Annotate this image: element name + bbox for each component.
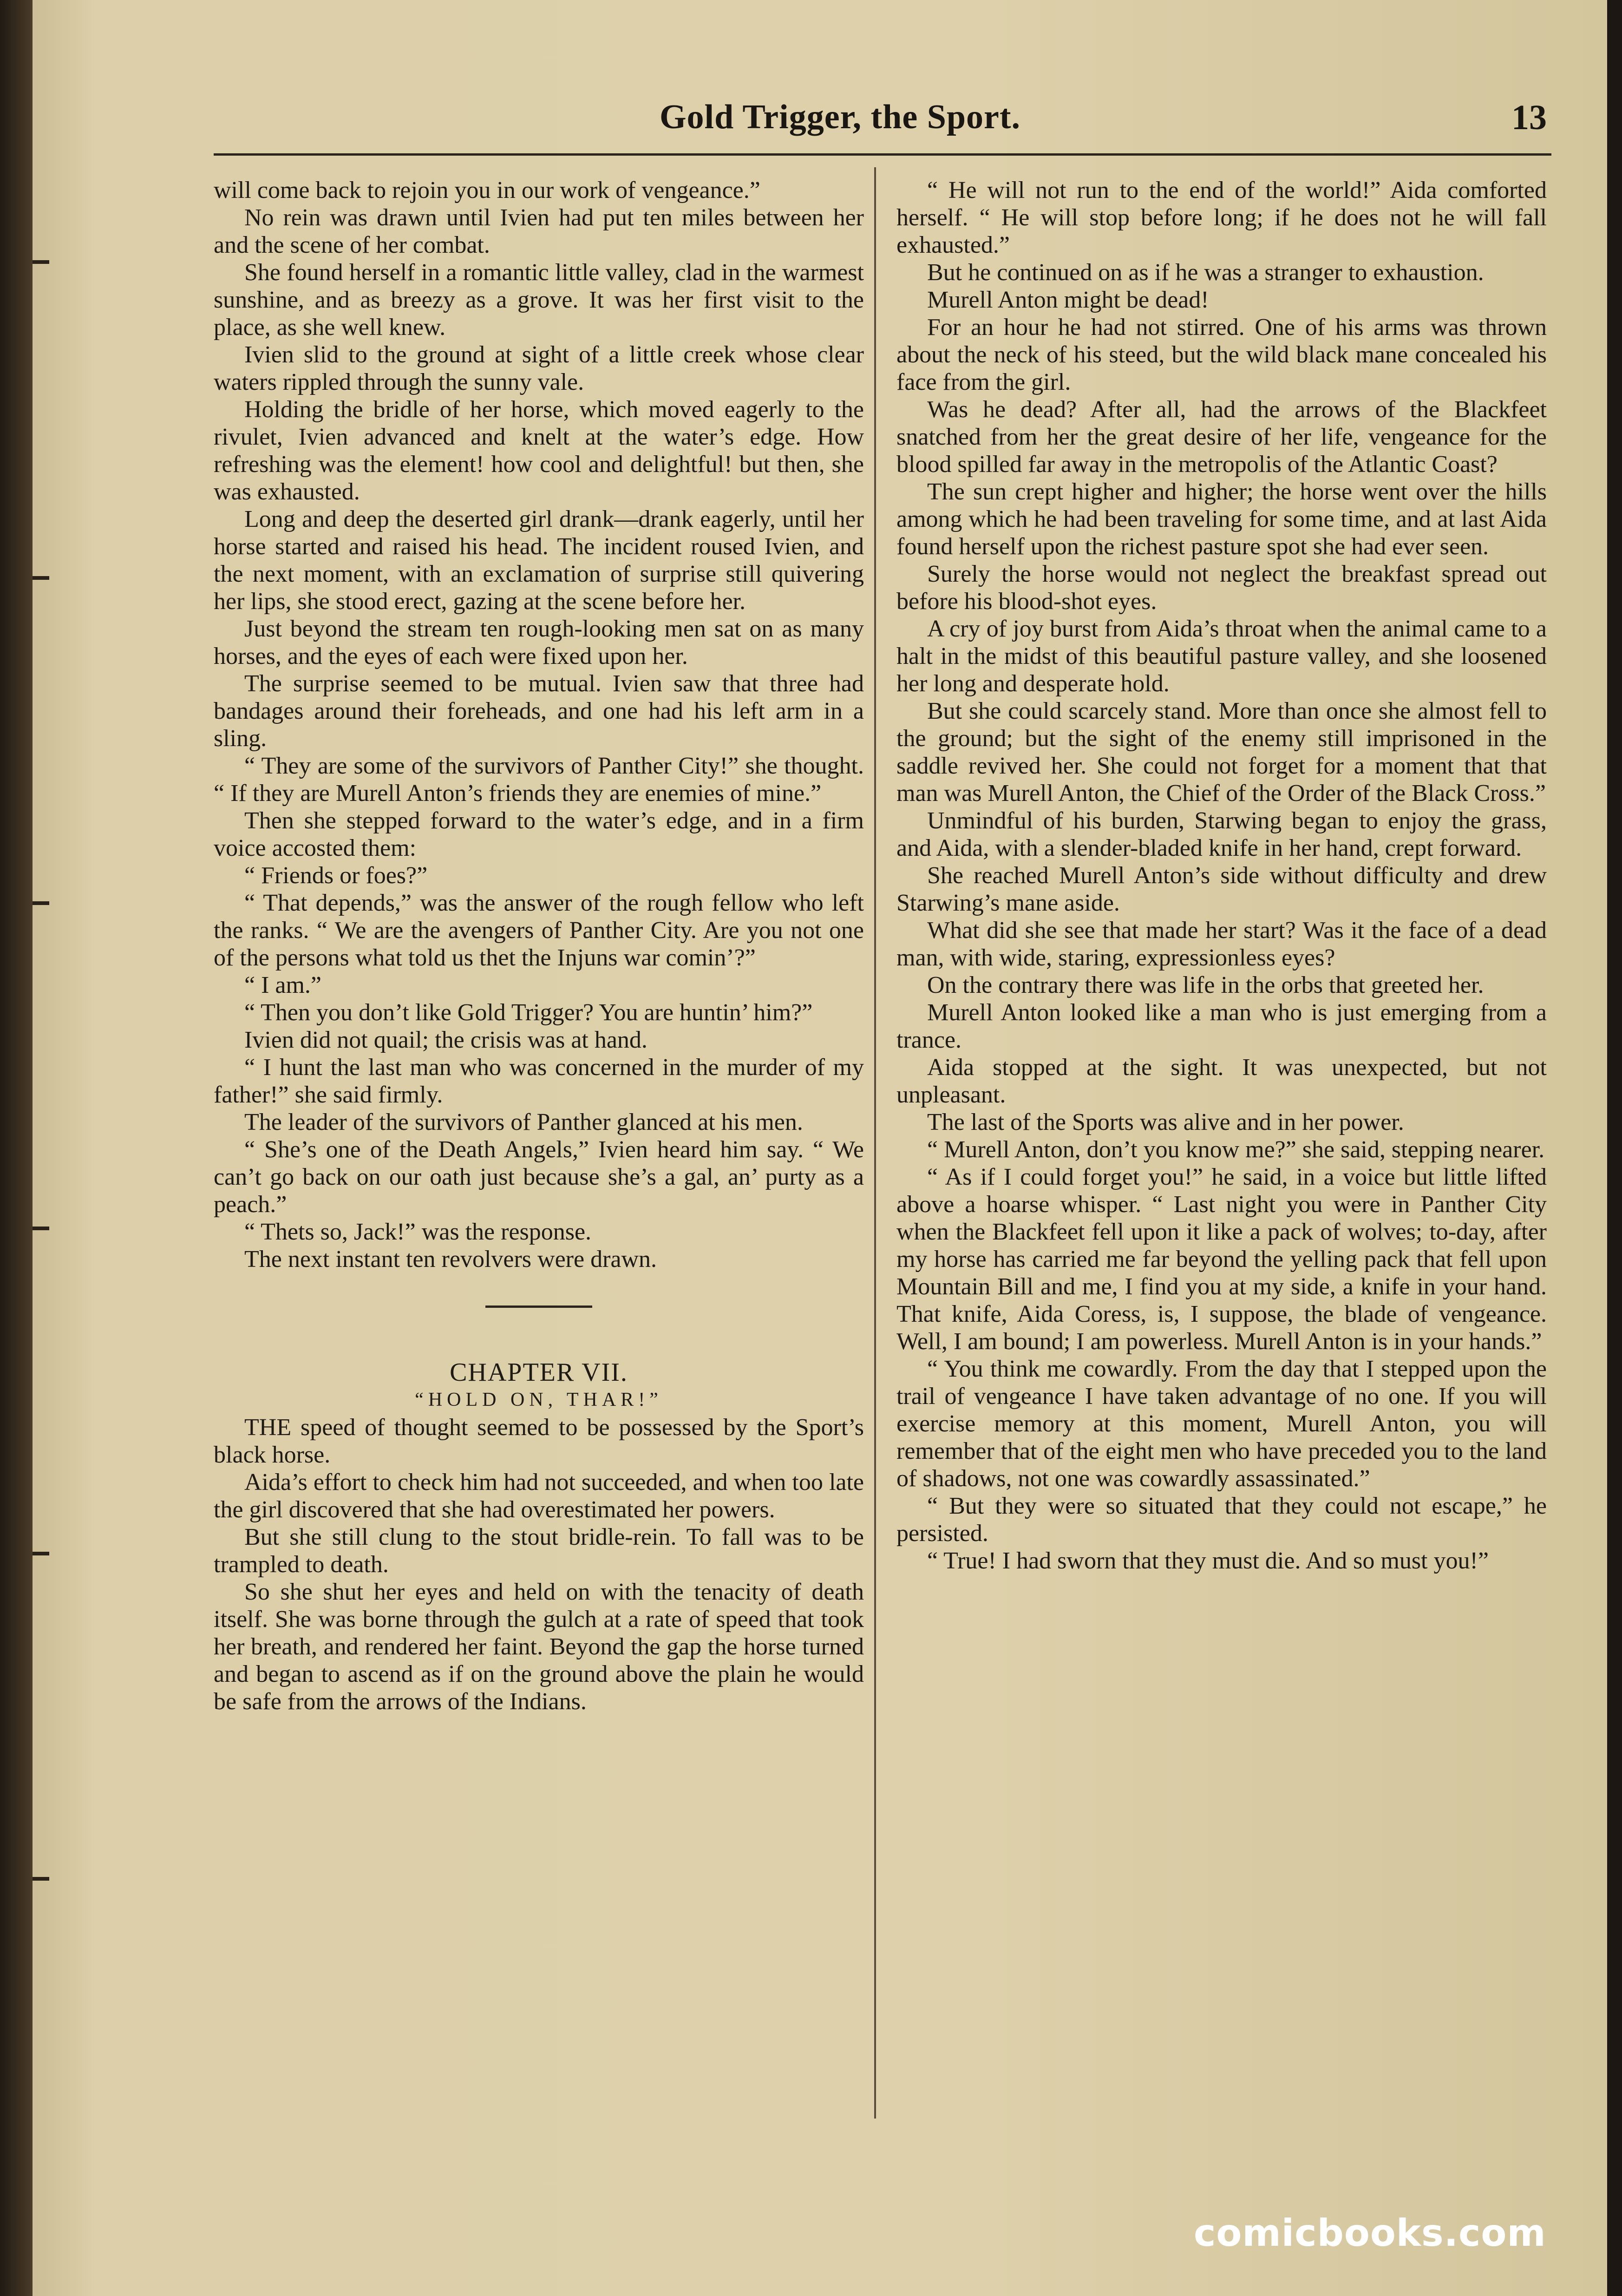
paragraph: “ She’s one of the Death Angels,” Ivien heard him say. “ We can’t go back on our oath just because she’s a gal, an’ purty as a peach.” [214, 1136, 864, 1218]
paragraph: “ As if I could forget you!” he said, in a voice but little lifted above a hoarse whisper. “ Last night you were in Panther City when the Blackfeet fell upon it like a pack of wolves; to-day, after my horse has carried me far beyond the yelling pack that fell upon Mountain Bill and me, I find you at my side, a knife in your hand. That knife, Aida Coress, is, I suppose, the blade of vengeance. Well, I am bound; I am powerless. Murell Anton is in your hands.” [896, 1164, 1547, 1355]
paragraph: “ I hunt the last man who was concerned in the murder of my father!” she said firmly. [214, 1054, 864, 1108]
edge-mark [33, 901, 49, 905]
edge-mark [33, 1552, 49, 1555]
edge-mark [33, 1227, 49, 1230]
column-divider [874, 167, 876, 2119]
edge-mark [33, 260, 49, 264]
paragraph: THE speed of thought seemed to be possessed by the Sport’s black horse. [214, 1414, 864, 1468]
paragraph: No rein was drawn until Ivien had put ten miles between her and the scene of her combat. [214, 204, 864, 258]
header-rule [214, 153, 1551, 156]
paragraph: Was he dead? After all, had the arrows of the Blackfeet snatched from her the great desire of her life, vengeance for the blood spilled far away in the metropolis of the Atlantic Coast? [896, 396, 1547, 478]
paragraph: What did she see that made her start? Was it the face of a dead man, with wide, staring, expressionless eyes? [896, 917, 1547, 971]
paragraph: “ He will not run to the end of the world!” Aida comforted herself. “ He will stop before long; if he does not he will fall exhausted.” [896, 177, 1547, 258]
paragraph: Murell Anton might be dead! [927, 287, 1209, 313]
paragraph: Then she stepped forward to the water’s edge, and in a firm voice accosted them: [214, 807, 864, 861]
paragraph: Just beyond the stream ten rough-looking men sat on as many horses, and the eyes of each were fixed upon her. [214, 616, 864, 669]
left-paragraphs-after [214, 1414, 864, 1715]
edge-mark [33, 576, 49, 580]
paragraph: The last of the Sports was alive and in her power. [927, 1109, 1404, 1135]
paragraph: Aida’s effort to check him had not succeeded, and when too late the girl discovered that she had overestimated her powers. [214, 1469, 864, 1523]
paragraph: But he continued on as if he was a stranger to exhaustion. [927, 259, 1484, 286]
page-number: 13 [1511, 98, 1547, 137]
paragraph: Long and deep the deserted girl drank—drank eagerly, until her horse started and raised his head. The incident roused Ivien, and the next moment, with an exclamation of surprise still quivering her lips, she stood erect, gazing at the scene before her. [214, 506, 864, 615]
paragraph: The leader of the survivors of Panther glanced at his men. [244, 1109, 803, 1135]
paragraph: She found herself in a romantic little valley, clad in the warmest sunshine, and as breezy as a grove. It was her first visit to the place, as she well knew. [214, 259, 864, 341]
paragraph: Ivien slid to the ground at sight of a little creek whose clear waters rippled through the sunny vale. [214, 341, 864, 395]
paragraph: “ They are some of the survivors of Panther City!” she thought. “ If they are Murell Anton’s friends they are enemies of mine.” [214, 753, 864, 807]
paragraph: Aida stopped at the sight. It was unexpected, but not unpleasant. [896, 1054, 1547, 1108]
book-spine [0, 0, 33, 2296]
paragraph: will come back to rejoin you in our work of vengeance.” [214, 177, 760, 203]
paragraph: “ You think me cowardly. From the day that I stepped upon the trail of vengeance I have taken advantage of no one. If you will exercise memory at this moment, Murell Anton, you will remember that of the eight men who have preceded you to the land of shadows, not one was cowardly assassinated.” [896, 1356, 1547, 1492]
watermark: comicbooks.com [1194, 2211, 1546, 2255]
paragraph: The surprise seemed to be mutual. Ivien saw that three had bandages around their foreheads, and one had his left arm in a sling. [214, 670, 864, 752]
right-column [896, 177, 1547, 1574]
paragraph: “ Friends or foes?” [244, 862, 428, 889]
paragraph: “ Then you don’t like Gold Trigger? You are huntin’ him?” [244, 999, 813, 1026]
paragraph: Surely the horse would not neglect the breakfast spread out before his blood-shot eyes. [896, 561, 1547, 615]
paragraph: Murell Anton looked like a man who is just emerging from a trance. [896, 999, 1547, 1053]
paragraph: “ That depends,” was the answer of the rough fellow who left the ranks. “ We are the avengers of Panther City. Are you not one of the persons what told us thet the Injuns war comin’?” [214, 890, 864, 971]
page-header [641, 98, 1547, 149]
paragraph: The sun crept higher and higher; the horse went over the hills among which he had been traveling for some time, and at last Aida found herself upon the richest pasture spot she had ever seen. [896, 479, 1547, 560]
paragraph: Holding the bridle of her horse, which moved eagerly to the rivulet, Ivien advanced and knelt at the water’s edge. How refreshing was the element! how cool and delightful! but then, she was exhausted. [214, 396, 864, 505]
paragraph: “ But they were so situated that they could not escape,” he persisted. [896, 1493, 1547, 1547]
paragraph: On the contrary there was life in the orbs that greeted her. [927, 972, 1484, 998]
paragraph: But she still clung to the stout bridle-rein. To fall was to be trampled to death. [214, 1524, 864, 1578]
paragraph: “ Thets so, Jack!” was the response. [244, 1219, 592, 1245]
running-title: Gold Trigger, the Sport. [660, 98, 1021, 136]
left-paragraphs-before [214, 177, 864, 1273]
left-column [214, 177, 864, 1715]
paragraph: For an hour he had not stirred. One of his arms was thrown about the neck of his steed, but the wild black mane concealed his face from the girl. [896, 314, 1547, 395]
paragraph: “ I am.” [244, 972, 322, 998]
paragraph: Unmindful of his burden, Starwing began to enjoy the grass, and Aida, with a slender-bladed knife in her hand, crept forward. [896, 807, 1547, 861]
chapter-rule [485, 1305, 592, 1308]
paragraph: She reached Murell Anton’s side without difficulty and drew Starwing’s mane aside. [896, 862, 1547, 916]
paragraph: The next instant ten revolvers were drawn. [244, 1246, 657, 1273]
paragraph: “ True! I had sworn that they must die. And so must you!” [927, 1548, 1489, 1574]
chapter-subtitle: “HOLD ON, THAR!” [415, 1389, 663, 1410]
paragraph: A cry of joy burst from Aida’s throat when the animal came to a halt in the midst of this beautiful pasture valley, and she loosened her long and desperate hold. [896, 616, 1547, 697]
paragraph: Ivien did not quail; the crisis was at hand. [244, 1027, 647, 1053]
paragraph: So she shut her eyes and held on with the tenacity of death itself. She was borne through the gulch at a rate of speed that took her breath, and rendered her faint. Beyond the gap the horse turned and began to ascend as if on the ground above the plain he would be safe from the arrows of the Indians. [214, 1579, 864, 1715]
chapter-title: CHAPTER VII. [450, 1358, 628, 1387]
right-paragraphs [896, 177, 1547, 1574]
paragraph: “ Murell Anton, don’t you know me?” she said, stepping nearer. [927, 1136, 1545, 1163]
paragraph: But she could scarcely stand. More than once she almost fell to the ground; but the sight of the enemy still imprisoned in the saddle revived her. She could not forget for a moment that that man was Murell Anton, the Chief of the Order of the Black Cross.” [896, 698, 1547, 807]
edge-mark [33, 1877, 49, 1881]
